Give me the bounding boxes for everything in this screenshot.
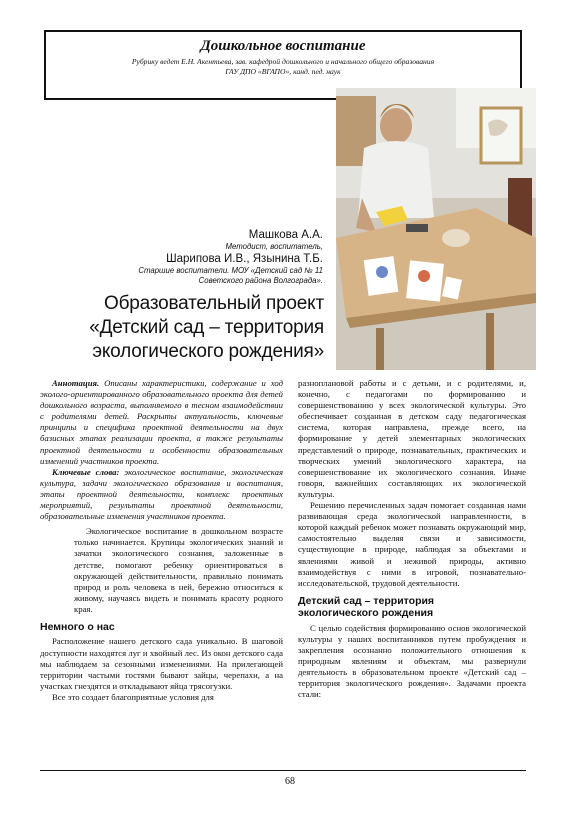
footer-rule [40,770,526,771]
right-column [298,378,526,700]
section-heading-2-line-1: Детский сад – территория [298,594,435,607]
section-heading-2 [298,595,526,620]
article-title [89,292,324,364]
author-role-2a: Старшие воспитатели. МОУ «Детский сад № 11 [138,266,323,275]
body-paragraph-1: Расположение нашего детского сада уникально. В шаговой доступности находятся луг и хвойный лес. Из окон детского сада мы наблюдаем за сезонными изменениями. На прилегающей территории частыми гостями бывают зайцы, черепахи, а на участках гнездятся и откладывают яйца трясогузки. [40,636,283,691]
title-line-3: экологического рождения» [92,341,324,362]
authors-block [138,228,323,286]
section-heading-2-line-2: экологического рождения [298,607,434,620]
rubric-line-1: Рубрику ведет Е.Н. Акентьева, зав. кафедрой дошкольного и начального общего образования [131,57,435,66]
classroom-photo [336,88,536,370]
body-paragraph-3: разноплановой работы и с детьми, и с родителями, и, конечно, с педагогами по формированию и совершенствованию у всех экологической культуры. Это обеспечивает созданная в детском саду педагогическая система, которая направлена, прежде всего, на формирование у детей элементарных экологических представлений о природе, познавательных, практических и творческих умений экологического характера, на совершенствование их экологического сознания. Иначе говоря, важнейших составляющих их экологической культуры. [298,378,526,499]
rubric-line-2: ГАУ ДПО «ВГАПО», канд. пед. наук [225,67,341,76]
rubric-title: Дошкольное воспитание [200,38,366,54]
author-name-2: Шарипова И.В., Язынина Т.Б. [166,253,323,265]
body-paragraph-4: Решению перечисленных задач помогает созданная нами развивающая среда экологической направленности, в которой каждый ребенок может познавать окружающий мир, самостоятельно выделяя связи и зависимости, существующие в природе, наблюдая за объектами и явлениями живой и неживой природы, активно взаимодействуя с ними в игровой, познавательно-исследовательской, трудовой деятельности. [298,500,526,588]
author-role-1: Методист, воспитатель, [225,242,323,251]
left-column [40,378,283,703]
abstract-label: Аннотация. [52,378,100,388]
keywords-paragraph [40,467,283,522]
page-number: 68 [285,776,295,787]
author-role-2b: Советского района Волгограда». [198,276,323,285]
title-line-2: «Детский сад – территория [89,317,324,338]
body-paragraph-2: Все это создает благоприятные условия для [52,691,214,702]
rubric-subtitle [46,57,520,77]
keywords-label: Ключевые слова: [52,466,120,477]
author-name-1: Машкова А.А. [248,229,323,241]
keywords-text: экологическое воспитание, экологическая культура, задачи экологического образования и воспитания, этапы проектной деятельности, комплекс проектных мероприятий, результаты проектной деятельности, образовательные изменения участников проекта. [40,466,283,522]
body-paragraph-5: С целью содействия формированию основ экологической культуры у наших воспитанников путем пробуждения и закрепления осознанно положительного отношения к природным явлениям и объектам, мы развернули деятельность в образовательном проекте «Детский сад – территория экологического рождения». Задачами проекта стали: [298,622,526,700]
section-heading-1: Немного о нас [40,620,115,633]
classroom-photo-illustration [336,88,536,370]
abstract-paragraph [40,378,283,467]
abstract-text: Описаны характеристики, содержание и ход эколого-ориентированного образовательного проекта для детей дошкольного возраста, выполняемого в тесном взаимодействии с родителями детей. Раскрыты актуальность, ключевые принципы и специфика проектной деятельности на двух базисных этапах реализации проекта, а также результаты проектной деятельности и особенности образовательных изменений участников проекта. [40,378,283,466]
lead-paragraph: Экологическое воспитание в дошкольном возрасте только начинается. Крупицы экологических знаний и зачатки экологического сознания, заложенные в детстве, помогают ребенку ориентироваться в окружающей действительности, правильно понимать природ и роль человека в ней, бережно относиться к живому, научаясь видеть и понимать красоту родного края. [74,526,283,614]
title-line-1: Образовательный проект [104,293,324,314]
